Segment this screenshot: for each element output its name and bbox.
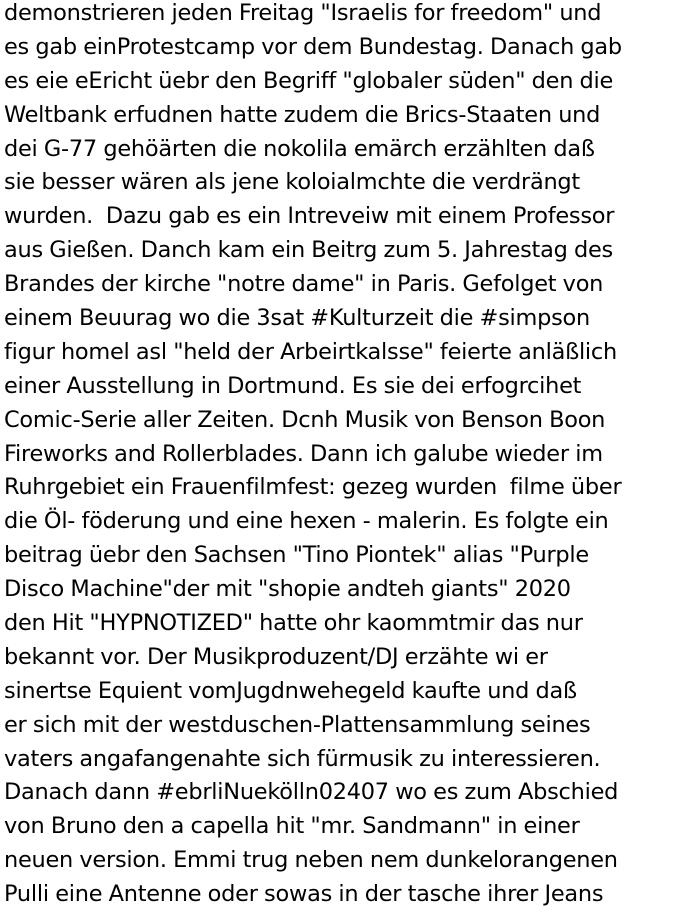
text-line: Pulli eine Antenne oder sowas in der tasche ihrer Jeans bbox=[4, 881, 604, 908]
text-line: es eie eEricht üebr den Begriff "globaler süden" den die bbox=[4, 67, 614, 94]
text-line: es gab einProtestcamp vor dem Bundestag. Danach gab bbox=[4, 33, 622, 60]
text-line: von Bruno den a capella hit "mr. Sandmann" in einer bbox=[4, 813, 580, 840]
text-line: Brandes der kirche "notre dame" in Paris. Gefolget von bbox=[4, 271, 604, 298]
text-line: einem Beuurag wo die 3sat #Kulturzeit die #simpson bbox=[4, 305, 590, 332]
text-line: demonstrieren jeden Freitag "Israelis for freedom" und bbox=[4, 0, 602, 26]
text-line: wurden. Dazu gab es ein Intreveiw mit einem Professor bbox=[4, 203, 615, 230]
text-line: sie besser wären als jene koloialmchte die verdrängt bbox=[4, 169, 580, 196]
text-line: sinertse Equient vomJugdnwehegeld kaufte und daß bbox=[4, 677, 577, 704]
text-line: beitrag üebr den Sachsen "Tino Piontek" alias "Purple bbox=[4, 542, 589, 569]
document-text bbox=[4, 0, 684, 912]
text-line: Weltbank erfudnen hatte zudem die Brics-Staaten und bbox=[4, 101, 601, 128]
text-line: einer Ausstellung in Dortmund. Es sie dei erfogrcihet bbox=[4, 372, 582, 399]
text-line: dei G-77 gehöärten die nokolila emärch erzählten daß bbox=[4, 135, 595, 162]
text-line: bekannt vor. Der Musikproduzent/DJ erzähte wi er bbox=[4, 643, 548, 670]
text-line: aus Gießen. Danch kam ein Beitrg zum 5. Jahrestag des bbox=[4, 237, 613, 264]
text-line: Fireworks and Rollerblades. Dann ich galube wieder im bbox=[4, 440, 603, 467]
text-line: Disco Machine"der mit "shopie andteh giants" 2020 bbox=[4, 576, 571, 603]
text-line: die Öl- föderung und eine hexen - malerin. Es folgte ein bbox=[4, 508, 609, 535]
text-line: Ruhrgebiet ein Frauenfilmfest: gezeg wurden filme über bbox=[4, 474, 622, 501]
text-line: Danach dann #ebrliNuekölln02407 wo es zum Abschied bbox=[4, 779, 619, 806]
text-line: neuen version. Emmi trug neben nem dunkelorangenen bbox=[4, 847, 618, 874]
text-line: Comic-Serie aller Zeiten. Dcnh Musik von Benson Boon bbox=[4, 406, 606, 433]
text-line: er sich mit der westduschen-Plattensammlung seines bbox=[4, 711, 591, 738]
text-line: vaters angafangenahte sich fürmusik zu interessieren. bbox=[4, 745, 601, 772]
text-line: den Hit "HYPNOTIZED" hatte ohr kaommtmir das nur bbox=[4, 610, 583, 637]
text-line: figur homel asl "held der Arbeirtkalsse" feierte anläßlich bbox=[4, 338, 617, 365]
